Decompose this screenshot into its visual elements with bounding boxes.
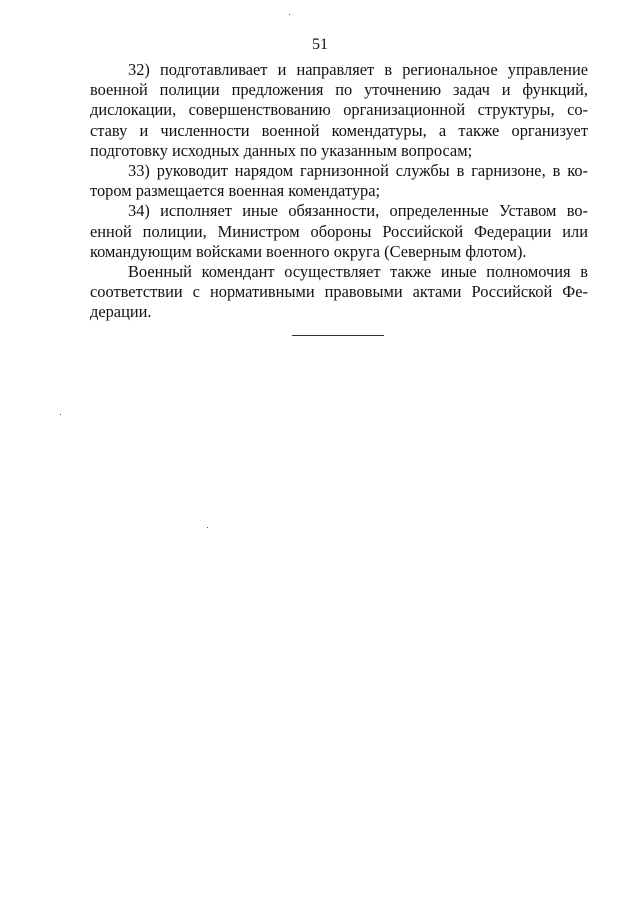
paragraph-item-33 (90, 161, 588, 201)
paragraph-closing (90, 262, 588, 323)
page-number: 51 (312, 36, 328, 53)
scan-speck (207, 527, 208, 528)
scan-speck (289, 14, 290, 15)
paragraph-item-34 (90, 201, 588, 262)
text-line: дислокации, совершенствованию организационной структуры, со- (90, 100, 588, 120)
text-line: ставу и численности военной комендатуры, а также организует (90, 120, 588, 140)
text-line: соответствии с нормативными правовыми актами Российской Фе- (90, 282, 588, 302)
text-line: Военный комендант осуществляет также иные полномочия в (128, 262, 588, 282)
scan-speck (60, 414, 61, 415)
text-line: 34) исполняет иные обязанности, определенные Уставом во- (128, 201, 588, 221)
text-line: командующим войсками военного округа (Северным флотом). (90, 241, 527, 261)
text-line: 32) подготавливает и направляет в региональное управление (128, 60, 588, 79)
text-line: военной полиции предложения по уточнению задач и функций, (90, 80, 588, 100)
paragraph-item-32 (90, 60, 588, 161)
text-line: енной полиции, Министром обороны Российской Федерации или (90, 221, 588, 241)
text-line: тором размещается военная комендатура; (90, 181, 381, 201)
text-line: дерации. (90, 302, 152, 322)
text-line: подготовку исходных данных по указанным вопросам; (90, 140, 473, 160)
end-separator-line (292, 335, 384, 336)
text-line: 33) руководит нарядом гарнизонной службы в гарнизоне, в ко- (128, 161, 588, 181)
document-body (90, 60, 588, 323)
